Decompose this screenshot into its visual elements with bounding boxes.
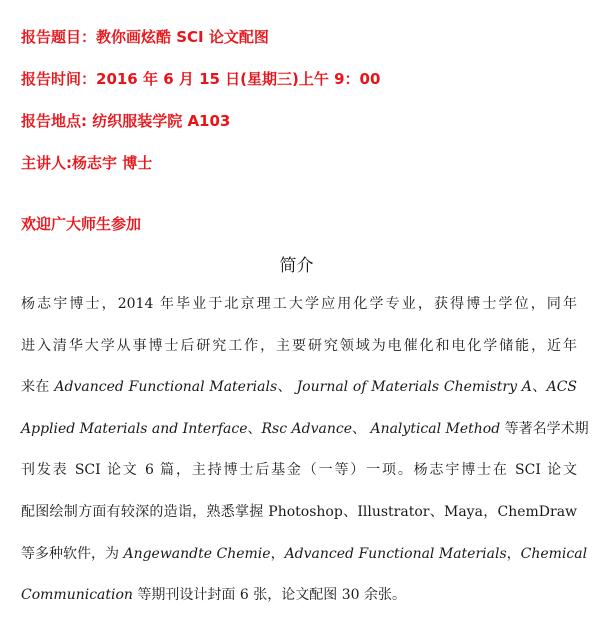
intro-text: 6 xyxy=(144,462,154,479)
intro-text: 、 xyxy=(429,503,444,520)
intro-text: 年毕业于北京理工大学应用化学专业，获得博士学位，同年 xyxy=(153,296,577,312)
intro-text: 杨志宇博士， xyxy=(21,296,118,312)
intro-text: SCI xyxy=(74,462,101,479)
intro-text: 论文 xyxy=(100,462,145,479)
journal-name: ACS xyxy=(546,379,577,396)
intro-title: 简介 xyxy=(279,256,314,276)
report-time: 报告时间：2016 年 6 月 15 日(星期三)上午 9：00 xyxy=(21,70,381,88)
intro-text: Maya xyxy=(444,503,483,520)
report-topic: 报告题目：教你画炫酷 SCI 论文配图 xyxy=(21,28,269,46)
journal-name: Analytical Method xyxy=(370,420,501,437)
intro-text: 余张。 xyxy=(359,587,406,604)
intro-line xyxy=(21,367,577,409)
intro-text: 篇，主持博士后基金（一等）一项。杨志宇博士在 xyxy=(153,462,516,479)
intro-text: ， xyxy=(270,545,285,562)
intro-text: 刊发表 xyxy=(21,462,75,479)
intro-text: 2014 xyxy=(117,296,154,312)
intro-text: 等著名学术期 xyxy=(500,420,589,437)
intro-text: 张，论文配图 xyxy=(248,587,342,604)
intro-line xyxy=(21,450,577,492)
intro-paragraph xyxy=(21,284,589,617)
journal-name: Applied Materials and Interface xyxy=(21,420,248,437)
intro-text: 6 xyxy=(239,587,249,604)
welcome-message: 欢迎广大师生参加 xyxy=(21,215,142,233)
intro-line xyxy=(21,492,577,534)
intro-line xyxy=(21,326,577,368)
intro-text: ChemDraw xyxy=(497,503,578,520)
intro-text: 、 xyxy=(352,420,371,437)
intro-text: 等期刊设计封面 xyxy=(132,587,240,604)
journal-name: Angewandte Chemie xyxy=(123,545,271,562)
intro-text: Photoshop xyxy=(268,503,343,520)
intro-text: 、 xyxy=(342,503,358,520)
report-speaker: 主讲人:杨志宇 博士 xyxy=(21,154,153,172)
journal-name: Advanced Functional Materials xyxy=(54,379,278,396)
journal-name: Journal of Materials Chemistry A xyxy=(296,379,532,396)
intro-text: 、 xyxy=(531,379,547,396)
intro-line xyxy=(21,534,588,576)
intro-line xyxy=(21,284,577,326)
intro-text: 论文 xyxy=(540,462,577,479)
intro-text: ， xyxy=(482,503,498,520)
intro-text: 配图绘制方面有较深的造诣，熟悉掌握 xyxy=(21,503,269,520)
journal-name: Communication xyxy=(21,587,133,604)
intro-text: 进入清华大学从事博士后研究工作，主要研究领域为电催化和电化学储能，近年 xyxy=(21,337,577,354)
intro-line xyxy=(21,575,577,617)
intro-line xyxy=(21,409,589,451)
intro-text: Illustrator xyxy=(357,503,430,520)
intro-text: 等多种软件，为 xyxy=(21,545,124,562)
intro-text: 、 xyxy=(277,379,297,396)
intro-text: 来在 xyxy=(21,379,55,396)
intro-text: 30 xyxy=(341,587,360,604)
journal-name: Chemical xyxy=(520,545,588,562)
report-location: 报告地点: 纺织服装学院 A103 xyxy=(21,112,231,130)
intro-text: 、 xyxy=(247,420,262,437)
journal-name: Rsc Advance xyxy=(261,420,352,437)
intro-text: ， xyxy=(506,545,521,562)
intro-text: SCI xyxy=(515,462,541,479)
journal-name: Advanced Functional Materials xyxy=(284,545,507,562)
